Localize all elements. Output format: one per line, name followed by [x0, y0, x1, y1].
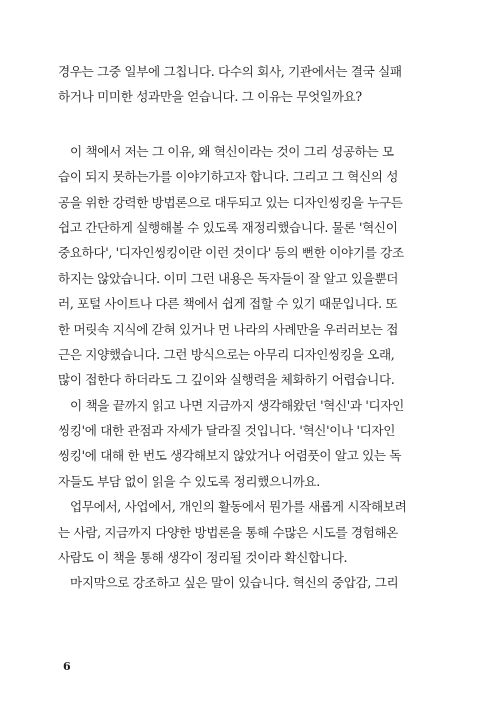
text-line: 습이 되지 못하는가를 이야기하고자 합니다. 그리고 그 혁신의 성 — [58, 169, 399, 185]
text-line: 마지막으로 강조하고 싶은 말이 있습니다. 혁신의 중압감, 그리 — [70, 575, 399, 591]
text-line: 사람도 이 책을 통해 생각이 정리될 것이라 확신합니다. — [58, 550, 348, 566]
text-line: 씽킹'에 대한 관점과 자세가 달라질 것입니다. '혁신'이나 '디자인 — [58, 423, 396, 439]
paragraph — [58, 139, 450, 393]
text-line: 이 책에서 저는 그 이유, 왜 혁신이라는 것이 그리 성공하는 모 — [70, 143, 394, 159]
text-line: 하거나 미미한 성과만을 얻습니다. 그 이유는 무엇일까요? — [58, 89, 362, 105]
text-line: 업무에서, 사업에서, 개인의 활동에서 뭔가를 새롭게 시작해보려 — [70, 499, 407, 515]
text-line: 많이 접한다 하더라도 그 깊이와 실행력을 체화하기 어렵습니다. — [58, 372, 395, 388]
text-line: 공을 위한 강력한 방법론으로 대두되고 있는 디자인씽킹을 누구든 — [58, 194, 403, 210]
text-line: 는 사람, 지금까지 다양한 방법론을 통해 수많은 시도를 경험해온 — [58, 524, 399, 540]
body-text — [58, 59, 450, 596]
paragraph — [58, 494, 450, 570]
text-line: 이 책을 끝까지 읽고 나면 지금까지 생각해왔던 '혁신'과 '디자인 — [70, 397, 404, 413]
text-line: 경우는 그중 일부에 그칩니다. 다수의 회사, 기관에서는 결국 실패 — [58, 64, 402, 79]
paragraph — [58, 570, 450, 595]
paragraph-spacer — [58, 110, 450, 139]
text-line: 자들도 부담 없이 읽을 수 있도록 정리했으니까요. — [58, 473, 320, 489]
text-line: 하지는 않았습니다. 이미 그런 내용은 독자들이 잘 알고 있을뿐더 — [58, 270, 399, 286]
text-line: 씽킹'에 대해 한 번도 생각해보지 않았거나 어렴풋이 알고 있는 독 — [58, 448, 402, 464]
paragraph — [58, 393, 450, 495]
text-line: 중요하다', '디자인씽킹이란 이런 것이다' 등의 뻔한 이야기를 강조 — [58, 245, 404, 261]
text-line: 러, 포털 사이트나 다른 책에서 쉽게 접할 수 있기 때문입니다. 또 — [58, 296, 398, 312]
page-number: 6 — [63, 660, 71, 673]
text-line: 쉽고 간단하게 실행해볼 수 있도록 재정리했습니다. 물론 '혁신이 — [58, 219, 398, 235]
paragraph — [58, 59, 450, 110]
text-line: 근은 지양했습니다. 그런 방식으로는 아무리 디자인씽킹을 오래, — [58, 346, 395, 362]
text-line: 한 머릿속 지식에 갇혀 있거나 먼 나라의 사례만을 우러러보는 접 — [58, 321, 399, 337]
